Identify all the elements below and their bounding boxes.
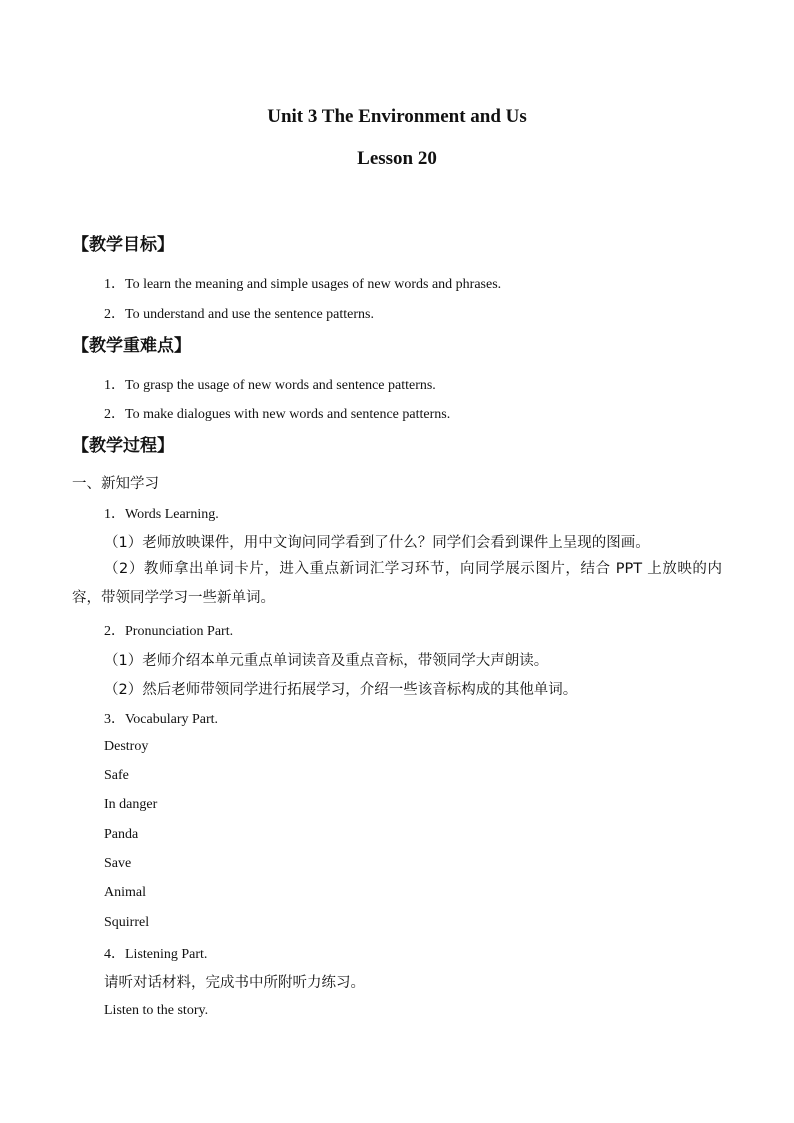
vocabulary-label: 3．Vocabulary Part. [104,712,219,727]
key-point-item: 1．To grasp the usage of new words and sentence patterns. [104,378,436,393]
objective-item: 1．To learn the meaning and simple usages of new words and phrases. [104,277,502,292]
part-one-label: 一、新知学习 [72,476,159,492]
key-points-heading: 【教学重难点】 [72,336,191,356]
words-learning-label: 1．Words Learning. [104,507,219,522]
step-paragraph: （2）教师拿出单词卡片，进入重点新词汇学习环节，向同学展示图片，结合 PPT 上放映的内容，带领同学学习一些新单词。 [72,561,722,606]
objectives-heading: 【教学目标】 [72,235,174,255]
objective-item: 2．To understand and use the sentence patterns. [104,307,374,322]
listening-note: 请听对话材料，完成书中所附听力练习。 [104,975,365,991]
lesson-title: Lesson 20 [357,148,437,169]
listen-story-line: Listen to the story. [104,1003,209,1018]
step-text: （1）老师介绍本单元重点单词读音及重点音标，带领同学大声朗读。 [104,653,549,669]
vocab-word: Animal [104,885,146,900]
step-text: （2）然后老师带领同学进行拓展学习，介绍一些该音标构成的其他单词。 [104,682,578,698]
pronunciation-label: 2．Pronunciation Part. [104,624,234,639]
process-heading: 【教学过程】 [72,436,174,456]
key-point-item: 2．To make dialogues with new words and sentence patterns. [104,407,451,422]
document-title: Unit 3 The Environment and Us [267,106,527,127]
vocab-word: Squirrel [104,915,150,930]
vocab-word: In danger [104,797,158,812]
step-text: （1）老师放映课件，用中文询问同学看到了什么？同学们会看到课件上呈现的图画。 [104,535,650,551]
listening-label: 4．Listening Part. [104,947,208,962]
vocab-word: Save [104,856,132,871]
vocab-word: Panda [104,827,139,842]
vocab-word: Destroy [104,739,149,754]
vocab-word: Safe [104,768,129,783]
